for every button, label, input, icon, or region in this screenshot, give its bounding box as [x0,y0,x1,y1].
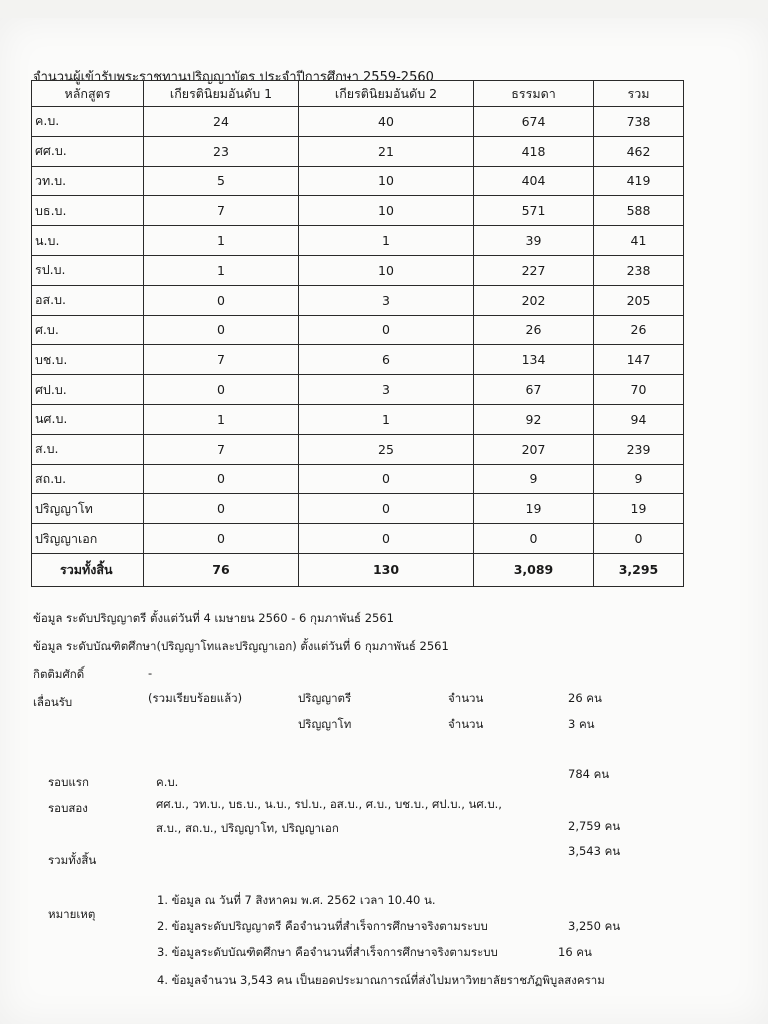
first-class-honors-cell: 0 [144,285,299,315]
regular-count-cell: 571 [474,196,594,226]
row-total-cell: 147 [594,345,684,375]
graduates-table [31,80,684,587]
row-total-cell: 419 [594,166,684,196]
first-class-honors-cell: 7 [144,196,299,226]
total-label: รวมทั้งสิ้น [32,553,144,586]
deferred-master-count-word: จำนวน [448,717,484,731]
rounds-total-count: 3,543 คน [568,844,621,858]
second-class-honors-cell: 40 [299,107,474,137]
deferred-bachelor-label: ปริญญาตรี [298,691,352,705]
second-class-honors-cell: 1 [299,404,474,434]
second-class-honors-cell: 3 [299,375,474,405]
row-total-cell: 738 [594,107,684,137]
second-class-honors-cell: 25 [299,434,474,464]
table-row [32,404,684,434]
honorary-label: กิตติมศักดิ์ [33,667,85,681]
regular-count-cell: 9 [474,464,594,494]
deferred-note: (รวมเรียบร้อยแล้ว) [148,691,243,705]
header-first-class-honors: เกียรตินิยมอันดับ 1 [144,81,299,107]
table-row [32,494,684,524]
deferred-label: เลื่อนรับ [33,695,73,709]
row-total-cell: 9 [594,464,684,494]
second-class-honors-cell: 0 [299,494,474,524]
rounds-total-label: รวมทั้งสิ้น [48,853,97,867]
second-class-honors-cell: 0 [299,464,474,494]
table-row [32,226,684,256]
table-row [32,166,684,196]
deferred-master-label: ปริญญาโท [298,717,352,731]
row-total-cell: 588 [594,196,684,226]
program-name-cell: บช.บ. [32,345,144,375]
table-total-row [32,553,684,586]
document-title: จำนวนผู้เข้ารับพระราชทานปริญญาบัตร ประจำปีการศึกษา 2559-2560 [33,70,434,85]
table-row [32,464,684,494]
program-name-cell: นศ.บ. [32,404,144,434]
deferred-master-count: 3 คน [568,717,595,731]
program-name-cell: ศป.บ. [32,375,144,405]
deferred-bachelor-count: 26 คน [568,691,602,705]
first-class-honors-cell: 23 [144,136,299,166]
second-class-honors-cell: 6 [299,345,474,375]
row-total-cell: 205 [594,285,684,315]
regular-count-cell: 404 [474,166,594,196]
program-name-cell: ส.บ. [32,434,144,464]
second-round-count: 2,759 คน [568,819,621,833]
regular-count-cell: 92 [474,404,594,434]
program-name-cell: ปริญญาโท [32,494,144,524]
row-total-cell: 41 [594,226,684,256]
program-name-cell: สถ.บ. [32,464,144,494]
header-regular: ธรรมดา [474,81,594,107]
info-graduate-period: ข้อมูล ระดับบัณฑิตศึกษา(ปริญญาโทและปริญญาเอก) ตั้งแต่วันที่ 6 กุมภาพันธ์ 2561 [33,639,449,653]
row-total-cell: 94 [594,404,684,434]
deferred-bachelor-count-word: จำนวน [448,691,484,705]
regular-count-cell: 0 [474,524,594,554]
total-grand: 3,295 [594,553,684,586]
program-name-cell: รป.บ. [32,255,144,285]
first-round-programs: ค.บ. [156,775,179,789]
total-first-class-honors: 76 [144,553,299,586]
regular-count-cell: 207 [474,434,594,464]
program-name-cell: ปริญญาเอก [32,524,144,554]
note-3: 3. ข้อมูลระดับบัณฑิตศึกษา คือจำนวนที่สำเร็จการศึกษาจริงตามระบบ [157,945,498,959]
regular-count-cell: 418 [474,136,594,166]
second-class-honors-cell: 10 [299,255,474,285]
second-class-honors-cell: 10 [299,166,474,196]
info-bachelor-period: ข้อมูล ระดับปริญญาตรี ตั้งแต่วันที่ 4 เมษายน 2560 - 6 กุมภาพันธ์ 2561 [33,611,394,625]
first-class-honors-cell: 0 [144,464,299,494]
header-program: หลักสูตร [32,81,144,107]
regular-count-cell: 227 [474,255,594,285]
first-class-honors-cell: 1 [144,226,299,256]
table-header-row [32,81,684,107]
regular-count-cell: 39 [474,226,594,256]
first-class-honors-cell: 24 [144,107,299,137]
honorary-value: - [148,666,153,680]
total-regular: 3,089 [474,553,594,586]
regular-count-cell: 202 [474,285,594,315]
regular-count-cell: 134 [474,345,594,375]
note-4: 4. ข้อมูลจำนวน 3,543 คน เป็นยอดประมาณการณ์ที่ส่งไปมหาวิทยาลัยราชภัฏพิบูลสงคราม [157,973,605,987]
row-total-cell: 19 [594,494,684,524]
program-name-cell: ศ.บ. [32,315,144,345]
row-total-cell: 462 [594,136,684,166]
first-class-honors-cell: 0 [144,524,299,554]
header-second-class-honors: เกียรตินิยมอันดับ 2 [299,81,474,107]
note-2: 2. ข้อมูลระดับปริญญาตรี คือจำนวนที่สำเร็จการศึกษาจริงตามระบบ [157,919,488,933]
second-round-programs-line2: ส.บ., สถ.บ., ปริญญาโท, ปริญญาเอก [156,821,339,835]
program-name-cell: ค.บ. [32,107,144,137]
note-1: 1. ข้อมูล ณ วันที่ 7 สิงหาคม พ.ศ. 2562 เวลา 10.40 น. [157,893,436,907]
row-total-cell: 70 [594,375,684,405]
table-row [32,524,684,554]
second-class-honors-cell: 0 [299,315,474,345]
first-class-honors-cell: 7 [144,345,299,375]
table-row [32,285,684,315]
program-name-cell: อส.บ. [32,285,144,315]
table-row [32,345,684,375]
program-name-cell: ศศ.บ. [32,136,144,166]
second-class-honors-cell: 0 [299,524,474,554]
note-3-count: 16 คน [558,945,592,959]
row-total-cell: 238 [594,255,684,285]
first-round-count: 784 คน [568,767,610,781]
program-name-cell: น.บ. [32,226,144,256]
first-class-honors-cell: 0 [144,375,299,405]
regular-count-cell: 67 [474,375,594,405]
first-class-honors-cell: 0 [144,315,299,345]
program-name-cell: บธ.บ. [32,196,144,226]
second-class-honors-cell: 1 [299,226,474,256]
note-2-count: 3,250 คน [568,919,621,933]
table-row [32,107,684,137]
first-class-honors-cell: 1 [144,255,299,285]
regular-count-cell: 19 [474,494,594,524]
second-class-honors-cell: 21 [299,136,474,166]
table-row [32,434,684,464]
header-total: รวม [594,81,684,107]
second-round-programs-line1: ศศ.บ., วท.บ., บธ.บ., น.บ., รป.บ., อส.บ., ศ.บ., บช.บ., ศป.บ., นศ.บ., [156,797,502,811]
table-row [32,315,684,345]
first-class-honors-cell: 1 [144,404,299,434]
program-name-cell: วท.บ. [32,166,144,196]
table-row [32,196,684,226]
first-round-label: รอบแรก [48,775,89,789]
row-total-cell: 26 [594,315,684,345]
second-round-label: รอบสอง [48,801,88,815]
notes-label: หมายเหตุ [48,907,96,921]
first-class-honors-cell: 0 [144,494,299,524]
second-class-honors-cell: 3 [299,285,474,315]
first-class-honors-cell: 7 [144,434,299,464]
row-total-cell: 239 [594,434,684,464]
total-second-class-honors: 130 [299,553,474,586]
regular-count-cell: 26 [474,315,594,345]
table-row [32,375,684,405]
row-total-cell: 0 [594,524,684,554]
regular-count-cell: 674 [474,107,594,137]
second-class-honors-cell: 10 [299,196,474,226]
table-row [32,136,684,166]
first-class-honors-cell: 5 [144,166,299,196]
table-row [32,255,684,285]
